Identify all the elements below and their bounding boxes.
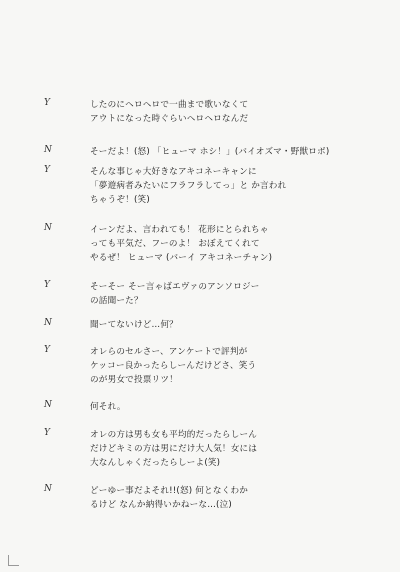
dialogue-line: 聞ーてないけど…何？ xyxy=(90,320,178,330)
speaker-initial: N xyxy=(44,318,52,328)
dialogue-line: オレらのセルさー、アンケートで評判が xyxy=(90,347,248,357)
dialogue-line: だけどキミの方は男にだけ大人気！女には xyxy=(90,444,258,454)
dialogue-text xyxy=(90,280,380,308)
dialogue-line: 「夢遊病者みたいにフラフラしてっ」と か言われ xyxy=(90,181,287,191)
dialogue-line: イーンだよ、言われても！ 花形にとられちゃ xyxy=(90,225,269,235)
dialogue-text xyxy=(90,145,380,159)
dialogue-line: ちゃうぞ！(笑) xyxy=(90,195,150,205)
speaker-initial: Y xyxy=(44,280,50,290)
speaker-initial: Y xyxy=(44,98,50,108)
dialogue-line: 何それ。 xyxy=(90,402,126,412)
dialogue-line: やるぜ！ ヒューマ (バーイ アキコネーチャン) xyxy=(90,253,273,263)
dialogue-line: そーそー そー言ゃばエヴァのアンソロジー xyxy=(90,282,260,292)
speaker-initial: Y xyxy=(44,428,50,438)
dialogue-text xyxy=(90,428,380,470)
dialogue-line: るけど なんか納得いかねーな…(泣) xyxy=(90,500,232,510)
speaker-initial: Y xyxy=(44,165,50,175)
dialogue-line: したのにヘロヘロで一曲まで歌いなくて xyxy=(90,100,249,110)
dialogue-line: そーだよ！(怒) 「ヒューマ ホシ！」(バイオズマ・野獣ロボ) xyxy=(90,147,330,157)
dialogue-line: アウトになった時ぐらいヘロヘロなんだ xyxy=(90,114,249,124)
speaker-initial: N xyxy=(44,145,52,155)
dialogue-text xyxy=(90,165,380,207)
dialogue-text xyxy=(90,223,380,265)
page-corner-mark xyxy=(8,555,19,566)
dialogue-line: っても平気だ、フーのよ！ おぼえてくれて xyxy=(90,239,260,249)
dialogue-text xyxy=(90,345,380,387)
dialogue-line: そんな事じゃ大好きなアキコネーキャンに xyxy=(90,167,257,177)
dialogue-line: どーゆー事だよそれ!!(怒) 何となくわか xyxy=(90,486,249,496)
dialogue-text xyxy=(90,400,380,414)
speaker-initial: N xyxy=(44,484,52,494)
dialogue-line: ケッコー良かったらしーんだけどさ、笑う xyxy=(90,361,257,371)
dialogue-text xyxy=(90,484,380,512)
dialogue-text xyxy=(90,98,380,126)
speaker-initial: Y xyxy=(44,345,50,355)
speaker-initial: N xyxy=(44,223,52,233)
dialogue-line: の話聞ーた？ xyxy=(90,296,143,306)
dialogue-line: 大なんしゃくだったらしーよ(笑) xyxy=(90,458,221,468)
dialogue-line: オレの方は男も女も平均的だったらしーん xyxy=(90,430,258,440)
dialogue-line: のが男女で投票リツ！ xyxy=(90,375,178,385)
dialogue-text xyxy=(90,318,380,332)
speaker-initial: N xyxy=(44,400,52,410)
